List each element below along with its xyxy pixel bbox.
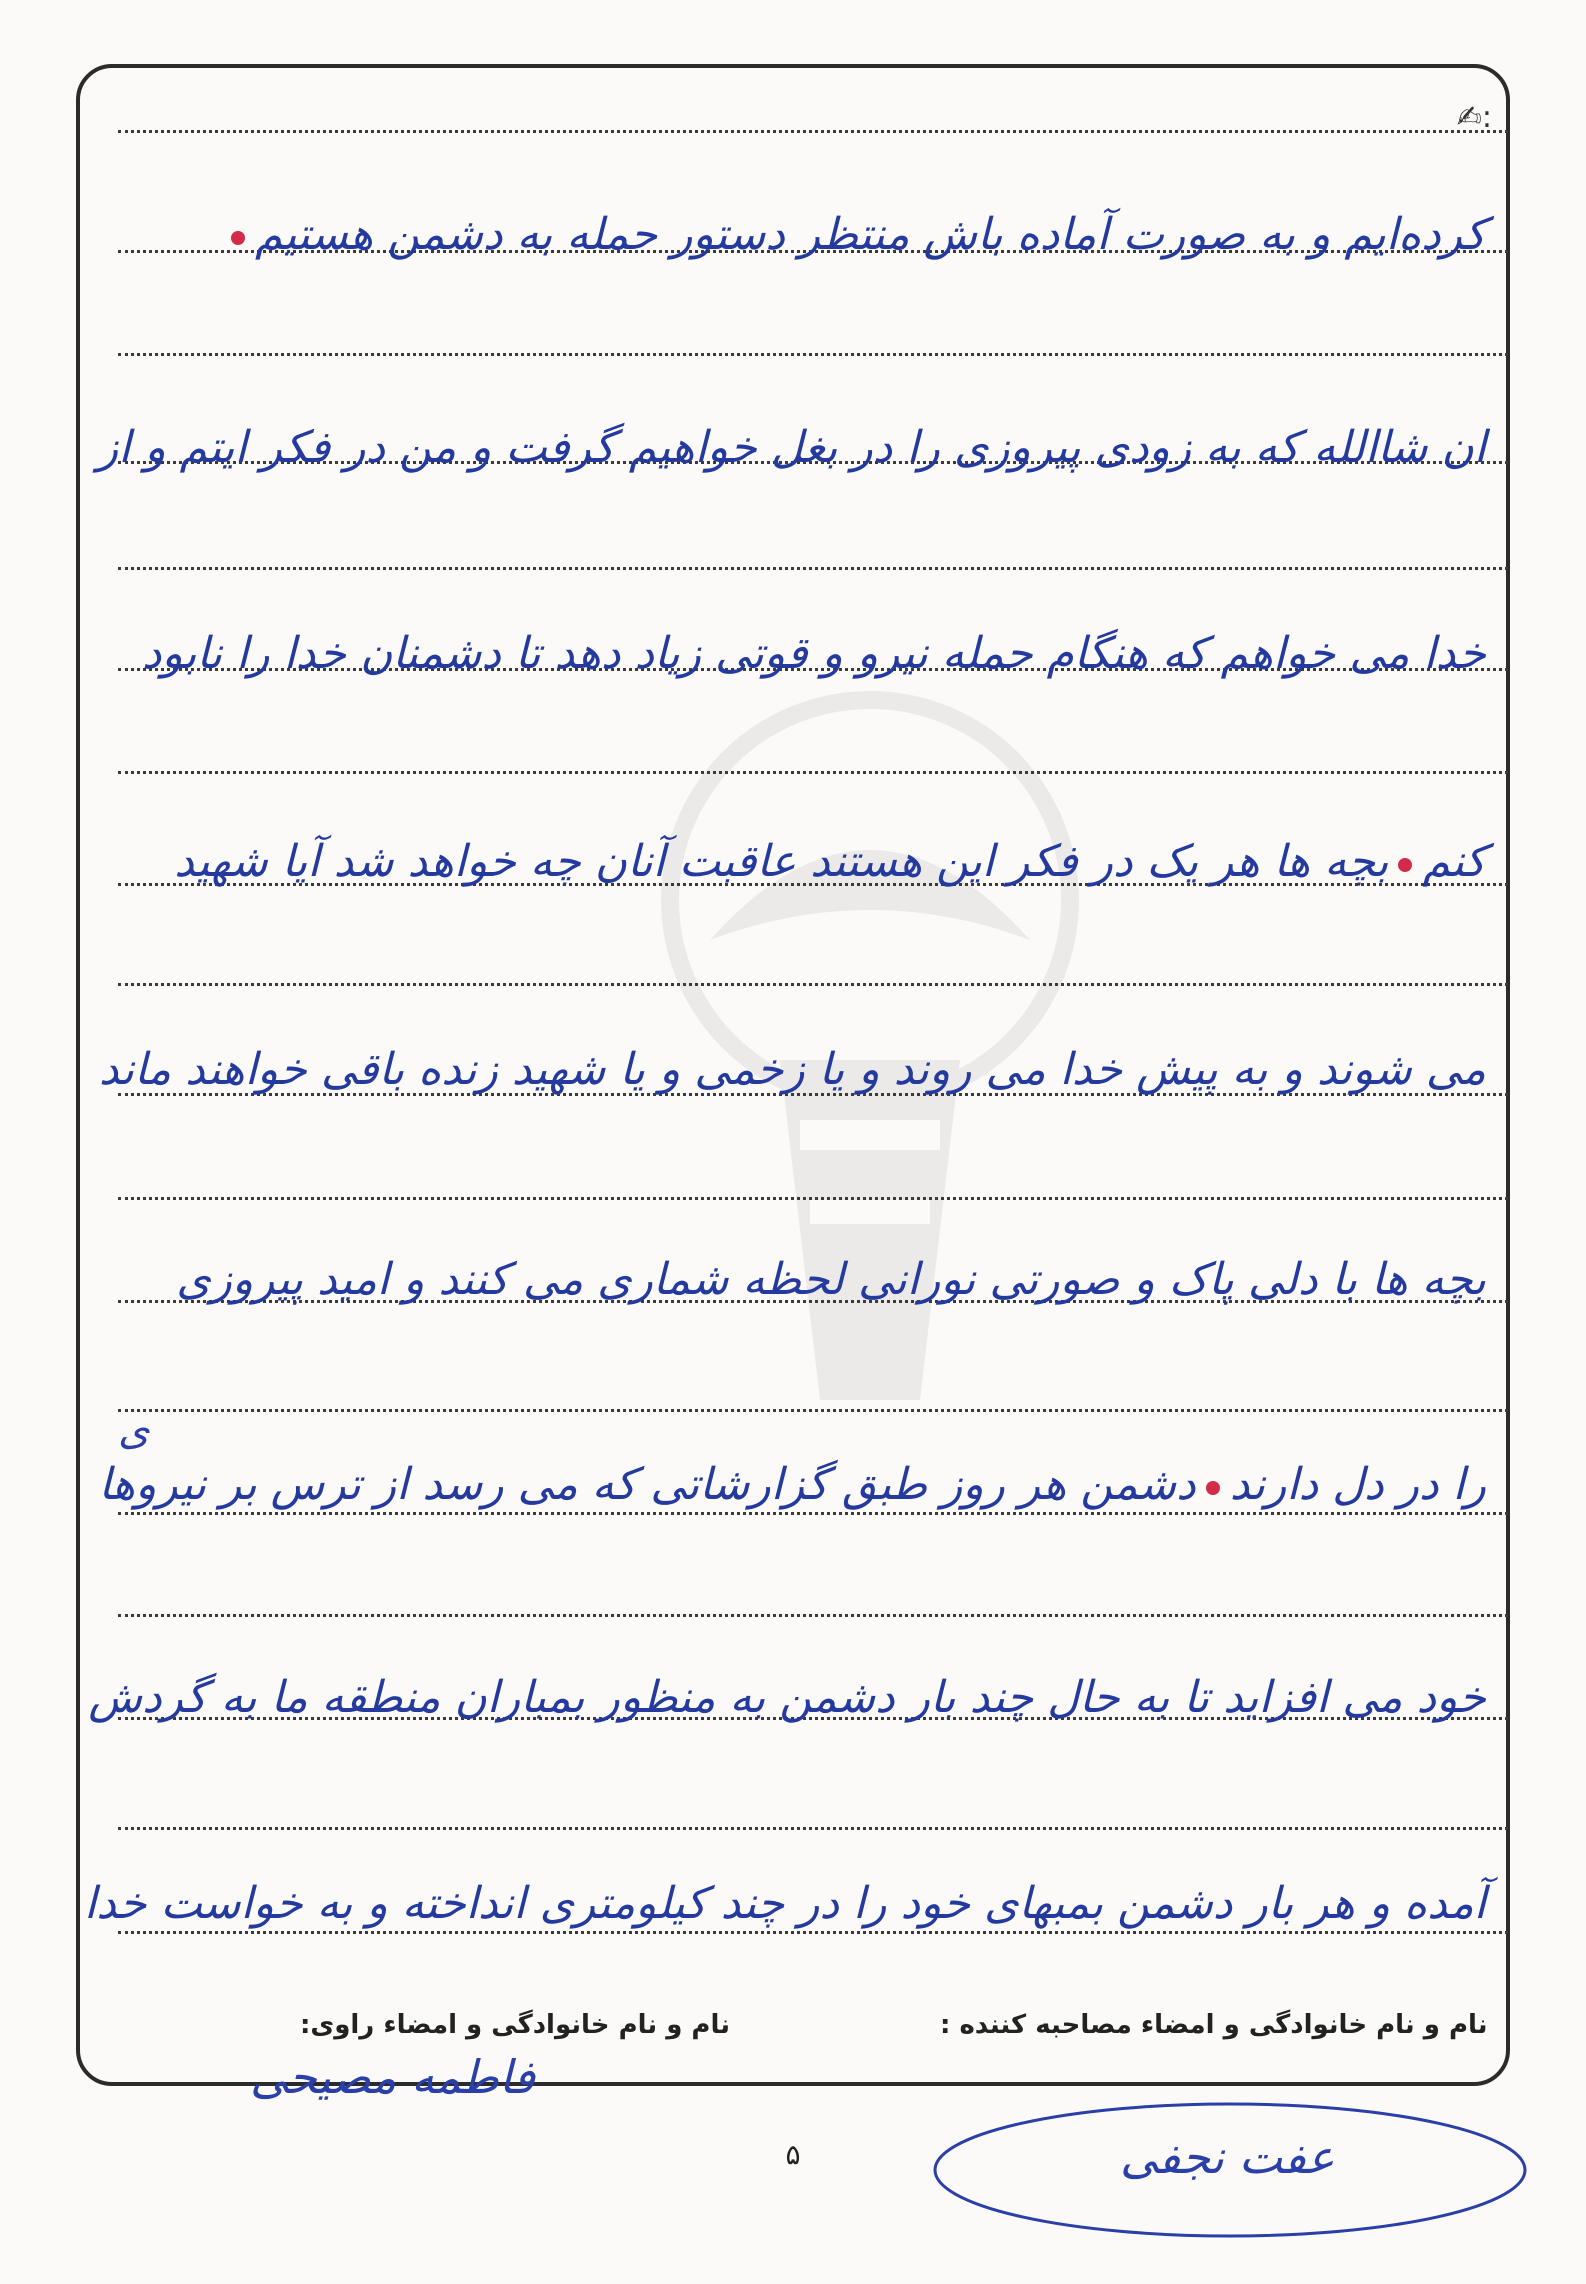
ruled-line <box>118 1197 1508 1200</box>
ruled-line <box>118 130 1508 133</box>
sentence-end-dot <box>231 231 245 245</box>
interviewer-signature: عفت نجفی <box>1120 2130 1335 2184</box>
ruled-line <box>118 1827 1508 1830</box>
sentence-end-dot <box>1206 1481 1220 1495</box>
margin-note: ی <box>118 1408 150 1454</box>
handwritten-line: می شوند و به پیش خدا می روند و یا زخمی و یا شهید زنده باقی خواهند ماند <box>98 1044 1486 1095</box>
ruled-line <box>118 567 1508 570</box>
handwritten-line: خدا می خواهم که هنگام حمله نیرو و قوتی زیاد دهد تا دشمنان خدا را نابود <box>141 628 1486 679</box>
handwritten-line: کرده‌ایم و به صورت آماده باش منتظر دستور حمله به دشمن هستیم <box>100 205 1486 265</box>
ruled-line <box>118 1614 1508 1617</box>
ruled-line <box>118 983 1508 986</box>
page-number: ۵ <box>785 2138 801 2171</box>
ruled-line <box>118 353 1508 356</box>
handwritten-line: بچه ها با دلی پاک و صورتی نورانی لحظه شماری می کنند و امید پیروزی <box>176 1254 1486 1305</box>
interviewer-label: نام و نام خانوادگی و امضاء مصاحبه کننده : <box>940 2010 1488 2040</box>
handwritten-line: را در دل دارنددشمن هر روز طبق گزارشاتی که می رسد از ترس بر نیروها <box>98 1459 1486 1510</box>
sentence-end-dot <box>1398 858 1412 872</box>
narrator-label: نام و نام خانوادگی و امضاء راوی: <box>300 2010 730 2040</box>
handwritten-line: آمده و هر بار دشمن بمبهای خود را در چند کیلومتری انداخته و به خواست خدا <box>83 1878 1486 1929</box>
narrator-signature: فاطمه مصیحی <box>250 2050 535 2104</box>
ruled-line <box>118 771 1508 774</box>
handwritten-line: خود می افزاید تا به حال چند بار دشمن به منظور بمباران منطقه ما به گردش <box>88 1672 1486 1723</box>
ruled-line <box>118 1409 1508 1412</box>
handwritten-line: ان شاالله که به زودی پیروزی را در بغل خواهیم گرفت و من در فکر ایتم و از <box>96 422 1486 473</box>
handwritten-line: کنمبچه ها هر یک در فکر این هستند عاقبت آنان چه خواهد شد آیا شهید <box>174 836 1486 887</box>
pen-icon: ✍: <box>1456 100 1492 135</box>
